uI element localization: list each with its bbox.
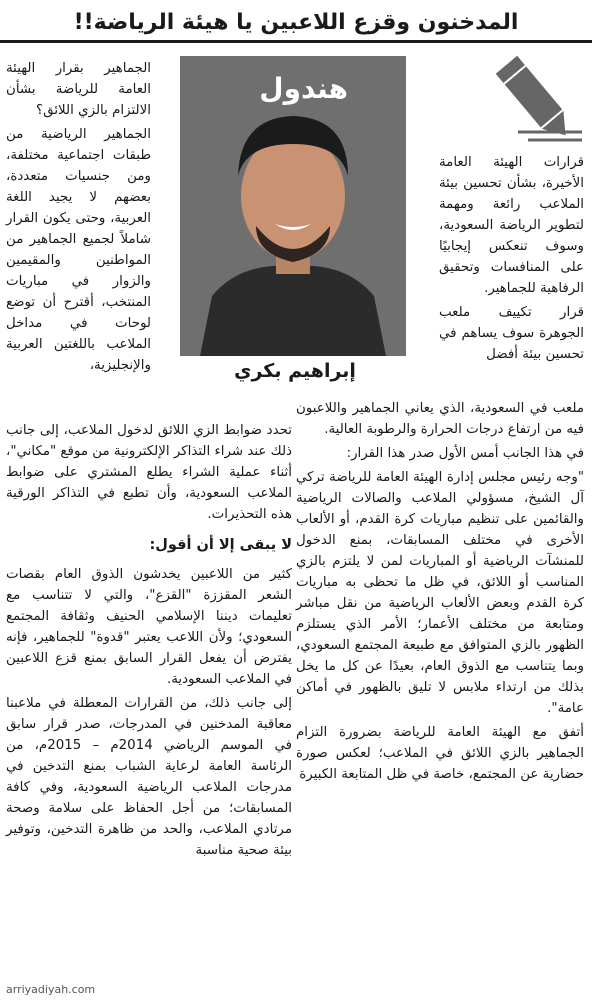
paragraph: قرار تكييف ملعب الجوهرة سوف يساهم في تحسين بيئة أفضل xyxy=(439,305,584,362)
paragraph: تحدد ضوابط الزي اللائق لدخول الملاعب، إلى جانب ذلك عند شراء التذاكر الإلكترونية من موقع "مكاني"، أثناء عملية الشراء يطلع المشتري على ضوابط الملاعب السعودية، وأن تطبع في التذاكر الورقية هذه التحذيرات. xyxy=(6,423,292,522)
column-logo: هندول xyxy=(259,72,348,105)
pencil-icon xyxy=(488,50,584,150)
paragraph: قرارات الهيئة العامة الأخيرة، بشأن تحسين بيئة الملاعب رائعة ومهمة لتطوير الرياضة السعودية، وسوف تنعكس إيجابيًا على المنافسات وتحقيق الرفاهية للجماهير. xyxy=(439,155,584,296)
subheading: لا يبقى إلا أن أقول: xyxy=(149,537,292,553)
paragraph: "وجه رئيس مجلس إدارة الهيئة العامة للرياضة تركي آل الشيخ، مسؤولي الملاعب والصالات الرياضية والقائمين على تنظيم مباريات كرة القدم، أو الألعاب الأخرى في مختلف المسابقات، بمنع الدخول للمنشآت الرياضية أو المباريات لمن لا يلتزم بالزي المناسب أو اللائق، في ظل ما تحظى به مباريات كرة القدم وبعض الألعاب الرياضية من نقل مباشر ومتابعة من مختلف الأعمار؛ الأمر الذي يستلزم الظهور بالزي المتوافق مع طبيعة المجتمع السعودي، وبما يتناسب مع الذوق العام، بعيدًا عن كل ما يخل بذلك من ارتداء ملابس لا تليق بالظهور في أماكن عامة". xyxy=(296,470,584,716)
paragraph: في هذا الجانب أمس الأول صدر هذا القرار: xyxy=(346,446,584,461)
portrait-illustration xyxy=(180,56,406,356)
paragraph: إلى جانب ذلك، من القرارات المعطلة في ملاعبنا معاقبة المدخنين في المدرجات، صدر قرار سابق في الموسم الرياضي 2014م – 2015م، من الرئاسة العامة لرعاية الشباب بمنع التدخين في مدرجات الملاعب الرياضية السعودية، وفي كافة المسابقات؛ من أجل الحفاظ على سلامة وصحة مرتادي الملاعب، والحد من ظاهرة التدخين، وتوفير بيئة صحية مناسبة xyxy=(6,696,293,858)
left-column-top xyxy=(6,58,151,379)
paragraph: ملعب في السعودية، الذي يعاني الجماهير واللاعبون فيه من ارتفاع درجات الحرارة والرطوبة العالية. xyxy=(296,401,584,437)
paragraph: أتفق مع الهيئة العامة للرياضة بضرورة التزام الجماهير بالزي اللائق في الملاعب؛ لعكس صورة حضارية عن المجتمع، خاصة في ظل المتابعة الكبيرة xyxy=(296,725,584,782)
paragraph: الجماهير بقرار الهيئة العامة للرياضة بشأن الالتزام بالزي اللائق؟ xyxy=(6,61,151,118)
paragraph: الجماهير الرياضية من طبقات اجتماعية مختلفة، ومن جنسيات متعددة، بعضهم لا يجيد اللغة العربية، وحتى يكون القرار شاملاً لجميع الجماهير من المواطنين والمقيمين والزوار في مباريات المنتخب، أقترح أن توضع لوحات في مداخل الملاعب باللغتين العربية والإنجليزية، xyxy=(6,127,151,373)
right-column-top xyxy=(439,152,584,368)
watermark: arriyadiyah.com xyxy=(6,983,96,996)
headline: المدخنون وقزع اللاعبين يا هيئة الرياضة!! xyxy=(0,6,592,43)
left-column-bottom xyxy=(6,420,292,864)
right-column-bottom xyxy=(296,398,584,788)
author-photo xyxy=(180,56,406,356)
author-name: إبراهيم بكري xyxy=(234,360,356,382)
paragraph: كثير من اللاعبين يخدشون الذوق العام بقصات الشعر المقززة "القزع"، والتي لا تتناسب مع تعليمات ديننا الإسلامي الحنيف وثقافة المجتمع السعودي؛ ولأن اللاعب يعتبر "قدوة" للجماهير، فإنه يفترض أن يفعل القرار السابق بمنع قزع اللاعبين في الملاعب السعودية. xyxy=(6,567,292,687)
